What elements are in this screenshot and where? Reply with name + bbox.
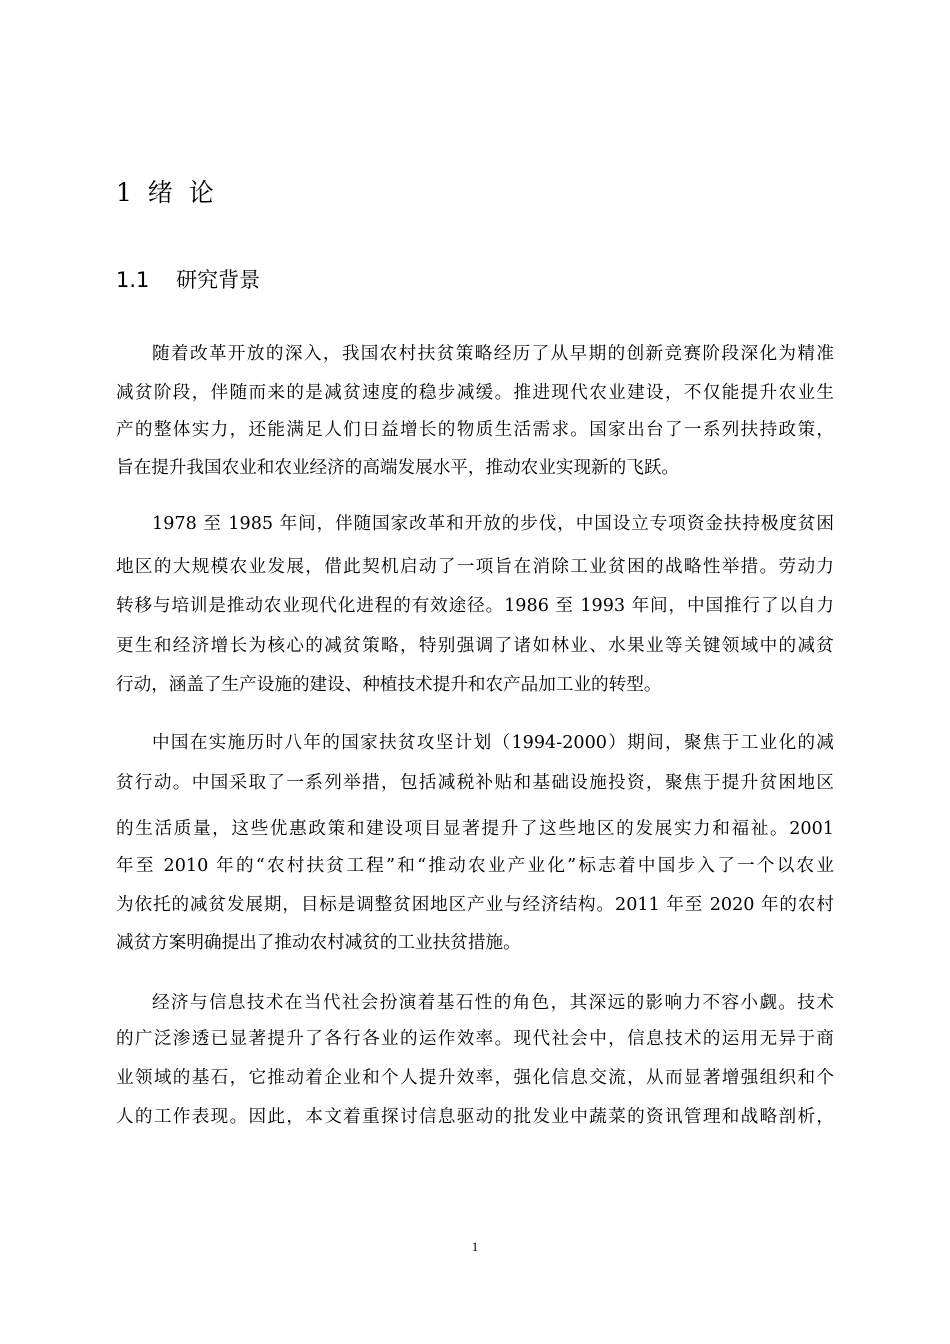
paragraph-line: 的生活质量，这些优惠政策和建设项目显著提升了这些地区的发展实力和福祉。2001	[116, 819, 834, 839]
paragraph-line: 更生和经济增长为核心的减贫策略，特别强调了诸如林业、水果业等关键领域中的减贫	[116, 636, 834, 656]
paragraph-line: 旨在提升我国农业和农业经济的高端发展水平，推动农业实现新的飞跃。	[116, 458, 680, 478]
paragraph-line: 转移与培训是推动农业现代化进程的有效途径。1986 至 1993 年间，中国推行了以自力	[116, 596, 834, 616]
paragraph-line: 经济与信息技术在当代社会扮演着基石性的角色，其深远的影响力不容小觑。技术	[152, 993, 834, 1013]
paragraph-line: 中国在实施历时八年的国家扶贫攻坚计划（1994-2000）期间，聚焦于工业化的减	[152, 733, 834, 753]
paragraph-line: 减贫方案明确提出了推动农村减贫的工业扶贫措施。	[116, 933, 521, 953]
paragraph-line: 减贫阶段，伴随而来的是减贫速度的稳步减缓。推进现代农业建设，不仅能提升农业生	[116, 383, 834, 403]
paragraph-line: 随着改革开放的深入，我国农村扶贫策略经历了从早期的创新竞赛阶段深化为精准	[152, 344, 834, 364]
paragraph-line: 人的工作表现。因此，本文着重探讨信息驱动的批发业中蔬菜的资讯管理和战略剖析，	[116, 1107, 834, 1127]
paragraph-line: 行动，涵盖了生产设施的建设、种植技术提升和农产品加工业的转型。	[116, 675, 662, 695]
section-title: 1.1 研究背景	[116, 268, 261, 292]
paragraph-line: 年至 2010 年的“农村扶贫工程”和“推动农业产业化”标志着中国步入了一个以农业	[116, 856, 834, 876]
paragraph-line: 业领域的基石，它推动着企业和个人提升效率，强化信息交流，从而显著增强组织和个	[116, 1068, 834, 1088]
paragraph-line: 地区的大规模农业发展，借此契机启动了一项旨在消除工业贫困的战略性举措。劳动力	[116, 557, 834, 577]
paragraph-line: 产的整体实力，还能满足人们日益增长的物质生活需求。国家出台了一系列扶持政策，	[116, 420, 834, 440]
chapter-title: 1 绪 论	[116, 178, 214, 207]
paragraph-line: 为依托的减贫发展期，目标是调整贫困地区产业与经济结构。2011 年至 2020 年的农村	[116, 895, 834, 915]
paragraph-line: 的广泛渗透已显著提升了各行各业的运作效率。现代社会中，信息技术的运用无异于商	[116, 1029, 834, 1049]
page-number: 1	[471, 1239, 479, 1254]
paragraph-line: 1978 至 1985 年间，伴随国家改革和开放的步伐，中国设立专项资金扶持极度贫困	[152, 514, 834, 534]
paragraph-line: 贫行动。中国采取了一系列举措，包括减税补贴和基础设施投资，聚焦于提升贫困地区	[116, 773, 834, 793]
